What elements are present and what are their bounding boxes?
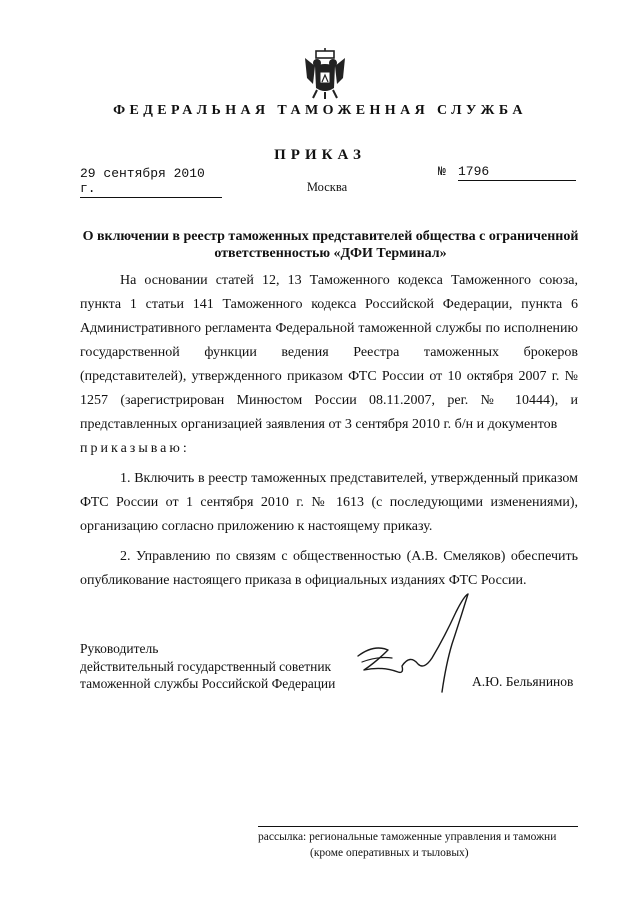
subject-line-1: О включении в реестр таможенных представителей общества с ограниченной <box>82 229 579 244</box>
preamble-paragraph: На основании статей 12, 13 Таможенного кодекса Таможенного союза, пункта 1 статьи 141 Таможенного кодекса Российской Федерации, пункта 6 Административного регламента Федеральной таможенной службы по исполнению государственной функции ведения Реестра таможенных брокеров (представителей), утвержденного приказом ФТС России от 10 октября 2007 г. № 1257 (зарегистрирован Минюстом России 08.11.2007, рег. № 10444), и представленных организацией заявления от 3 сентября 2010 г. б/н и документов <box>80 273 578 432</box>
mailing-list <box>258 826 578 861</box>
signatory-title-line-1: Руководитель <box>80 641 159 656</box>
coat-of-arms-emblem-icon <box>303 48 347 100</box>
order-number: 1796 <box>458 164 576 181</box>
subject-line-2: ответственностью «ДФИ Терминал» <box>214 246 447 261</box>
order-item-2: 2. Управлению по связям с общественностью (А.В. Смеляков) обеспечить опубликование настоящего приказа в официальных изданиях ФТС России. <box>80 549 578 588</box>
agency-name: ФЕДЕРАЛЬНАЯ ТАМОЖЕННАЯ СЛУЖБА <box>113 103 527 118</box>
signatory-title-line-2: действительный государственный советник <box>80 658 332 674</box>
signatory-name: А.Ю. Бельянинов <box>472 674 574 689</box>
order-number-sign: № <box>438 164 446 179</box>
mailing-line-1: рассылка: региональные таможенные управления и таможни <box>258 831 557 843</box>
order-item-1: 1. Включить в реестр таможенных представителей, утвержденный приказом ФТС России от 1 сентября 2010 г. № 1613 (с последующими изменениями), организацию согласно приложению к настоящему приказу. <box>80 471 578 534</box>
document-type-title: ПРИКАЗ <box>274 147 366 163</box>
order-body <box>80 269 578 593</box>
order-subject <box>78 228 583 262</box>
city: Москва <box>306 180 348 194</box>
signatory-title <box>80 640 335 693</box>
signatory-title-line-3: таможенной службы Российской Федерации <box>80 676 336 691</box>
handwritten-signature <box>352 592 472 696</box>
mailing-line-2: (кроме оперативных и тыловых) <box>310 847 469 859</box>
order-word: приказываю: <box>80 441 190 456</box>
order-date: 29 сентября 2010 г. <box>80 166 222 198</box>
